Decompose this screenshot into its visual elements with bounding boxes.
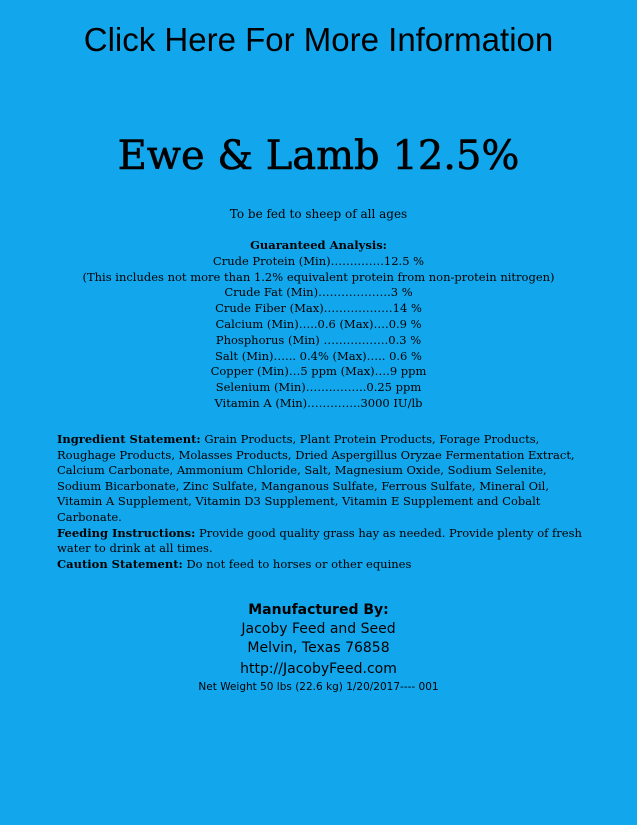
more-information-link[interactable]: Click Here For More Information [83, 21, 554, 58]
analysis-heading: Guaranteed Analysis: [250, 238, 387, 252]
guaranteed-analysis [0, 238, 637, 412]
caution-statement-text: Do not feed to horses or other equines [186, 556, 412, 571]
feeding-instructions-label: Feeding Instructions: [57, 525, 196, 540]
analysis-line-npn-note: (This includes not more than 1.2% equivalent protein from non-protein nitrogen) [82, 269, 555, 284]
analysis-line-crude-fiber: Crude Fiber (Max)………………14 % [215, 301, 422, 316]
analysis-line-phosphorus: Phosphorus (Min) ……….…….0.3 % [215, 332, 422, 347]
manufacturer-website-link[interactable]: http://JacobyFeed.com [240, 661, 397, 677]
label-statements [57, 432, 587, 572]
manufacturer-heading: Manufactured By: [248, 602, 389, 618]
manufacturer-location: Melvin, Texas 76858 [247, 640, 390, 656]
caution-statement-label: Caution Statement: [57, 556, 183, 571]
manufacturer-name: Jacoby Feed and Seed [241, 621, 396, 637]
feeding-instructions [57, 526, 587, 557]
analysis-line-crude-fat: Crude Fat (Min)……………….3 % [224, 285, 413, 300]
analysis-line-selenium: Selenium (Min)……..……..0.25 ppm [215, 380, 422, 395]
product-title: Ewe & Lamb 12.5% [117, 133, 520, 179]
ingredient-statement [57, 432, 587, 526]
analysis-line-vitamin-a: Vitamin A (Min)…………..3000 IU/lb [214, 395, 423, 410]
analysis-line-copper: Copper (Min)…5 ppm (Max)….9 ppm [210, 364, 427, 379]
analysis-line-crude-protein: Crude Protein (Min)…….…….12.5 % [212, 253, 425, 268]
ingredient-statement-text: Grain Products, Plant Protein Products, Forage Products, Roughage Products, Molasses Products, Dried Aspergillus Oryzae Fermentation Extract, Calcium Carbonate, Ammonium Chloride, Salt, Magnesium Oxide, Sodium Selenite, Sodium Bicarbonate, Zinc Sulfate, Manganous Sulfate, Ferrous Sulfate, Mineral Oil, Vitamin A Supplement, Vitamin D3 Supplement, Vitamin E Supplement and Cobalt Carbonate. [57, 432, 575, 524]
product-subtitle: To be fed to sheep of all ages [229, 207, 408, 221]
analysis-line-salt: Salt (Min)…... 0.4% (Max)….. 0.6 % [215, 348, 422, 363]
caution-statement [57, 557, 587, 573]
analysis-line-calcium: Calcium (Min)…..0.6 (Max)….0.9 % [215, 316, 422, 331]
feeding-instructions-text: Provide good quality grass hay as needed. Provide plenty of fresh water to drink at all times. [57, 525, 582, 556]
net-weight: Net Weight 50 lbs (22.6 kg) 1/20/2017---- 001 [198, 681, 439, 693]
manufacturer-block [0, 601, 637, 695]
ingredient-statement-label: Ingredient Statement: [57, 432, 201, 446]
